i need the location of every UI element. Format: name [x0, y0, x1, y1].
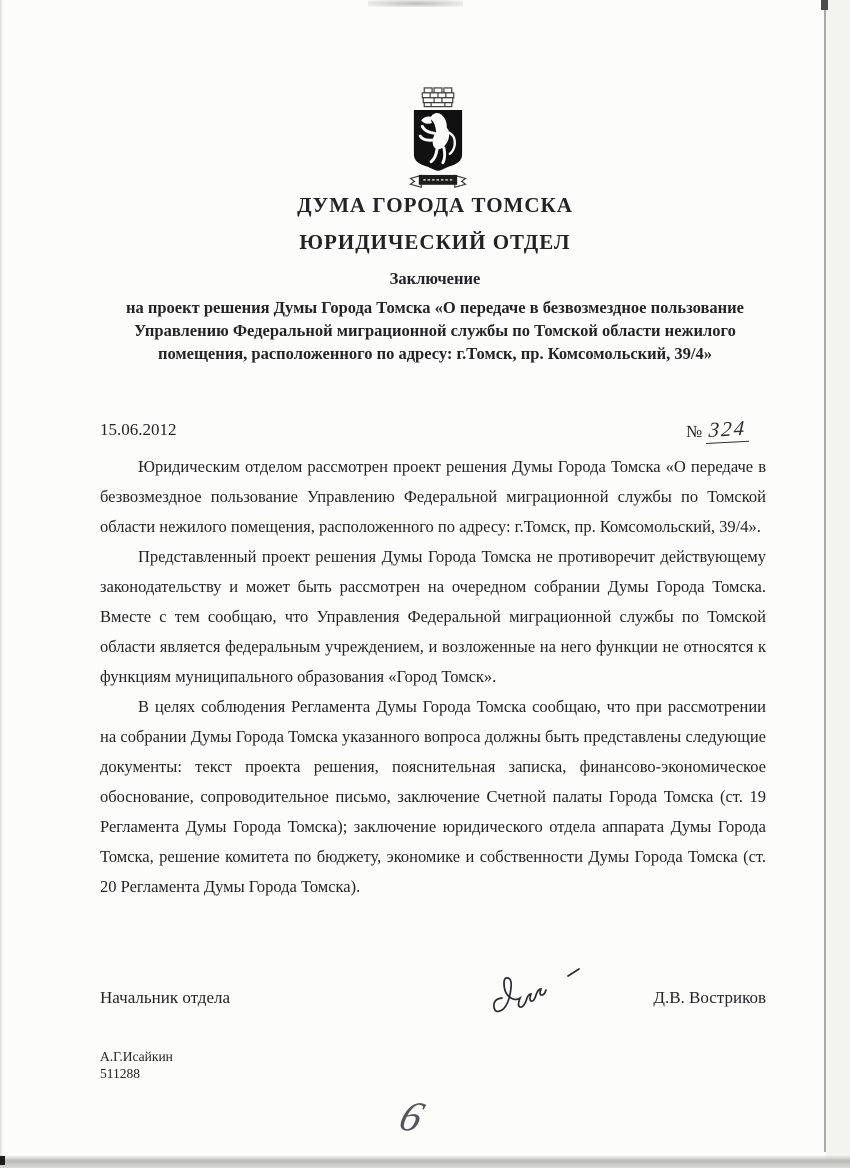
- document-body: [100, 452, 766, 902]
- signer-name: Д.В. Востриков: [653, 988, 766, 1007]
- document-number-handwritten: 324: [706, 416, 750, 444]
- page-number-handwritten: 6: [393, 1093, 430, 1142]
- tomsk-coat-of-arms-icon: [388, 84, 488, 202]
- mural-crown-icon: [422, 88, 453, 107]
- scan-bottom-shadow: [0, 1155, 850, 1168]
- document-type-title: Заключение: [389, 269, 481, 288]
- scan-corner-mark: [0, 1156, 5, 1165]
- executor-phone: 511288: [100, 1066, 140, 1081]
- signer-position: Начальник отдела: [100, 988, 231, 1007]
- body-paragraph: В целях соблюдения Регламента Думы Города Томска сообщаю, что при рассмотрении на собрании Думы Города Томска указанного вопроса должны быть представлены следующие документы: текст проекта решения, пояснительная записка, финансово-экономическое обоснование, сопроводительное письмо, заключение Счетной палаты Города Томска (ст. 19 Регламента Думы Города Томска); заключение юридического отдела аппарата Думы Города Томска, решение комитета по бюджету, экономике и собственности Думы Города Томска (ст. 20 Регламента Думы Города Томска).: [100, 697, 766, 896]
- scan-top-smudge: [368, 0, 463, 7]
- document-number: [686, 415, 749, 444]
- body-paragraph: Юридическим отделом рассмотрен проект решения Думы Города Томска «О передаче в безвозмездное пользование Управлению Федеральной миграционной службы по Томской области нежилого помещения, расположенного по адресу: г.Томск, пр. Комсомольский, 39/4».: [100, 457, 766, 536]
- scan-left-edge: [0, 0, 3, 1168]
- body-paragraph: Представленный проект решения Думы Города Томска не противоречит действующему законодательству и может быть рассмотрен на очередном собрании Думы Города Томска. Вместе с тем сообщаю, что Управления Федеральной миграционной службы по Томской области является федеральным учреждением, и возложенные на него функции не относятся к функциям муниципального образования «Город Томск».: [100, 547, 766, 686]
- executor-block: [100, 1048, 173, 1082]
- department-name: ЮРИДИЧЕСКИЙ ОТДЕЛ: [299, 230, 571, 254]
- number-sign-label: №: [686, 422, 703, 441]
- ribbon-icon: [410, 175, 465, 187]
- executor-name: А.Г.Исайкин: [100, 1049, 173, 1064]
- document-subject: на проект решения Думы Города Томска «О передаче в безвозмездное пользование Управлению Федеральной миграционной службы по Томской области нежилого помещения, расположенного по адресу: г.Томск, пр. Комсомольский, 39/4»: [125, 298, 744, 363]
- scan-fold-line: [824, 0, 826, 1152]
- org-name: ДУМА ГОРОДА ТОМСКА: [297, 193, 573, 217]
- scan-fold-line-cap: [821, 0, 828, 10]
- document-date: 15.06.2012: [100, 420, 177, 439]
- scan-edge-strip: [826, 0, 850, 1168]
